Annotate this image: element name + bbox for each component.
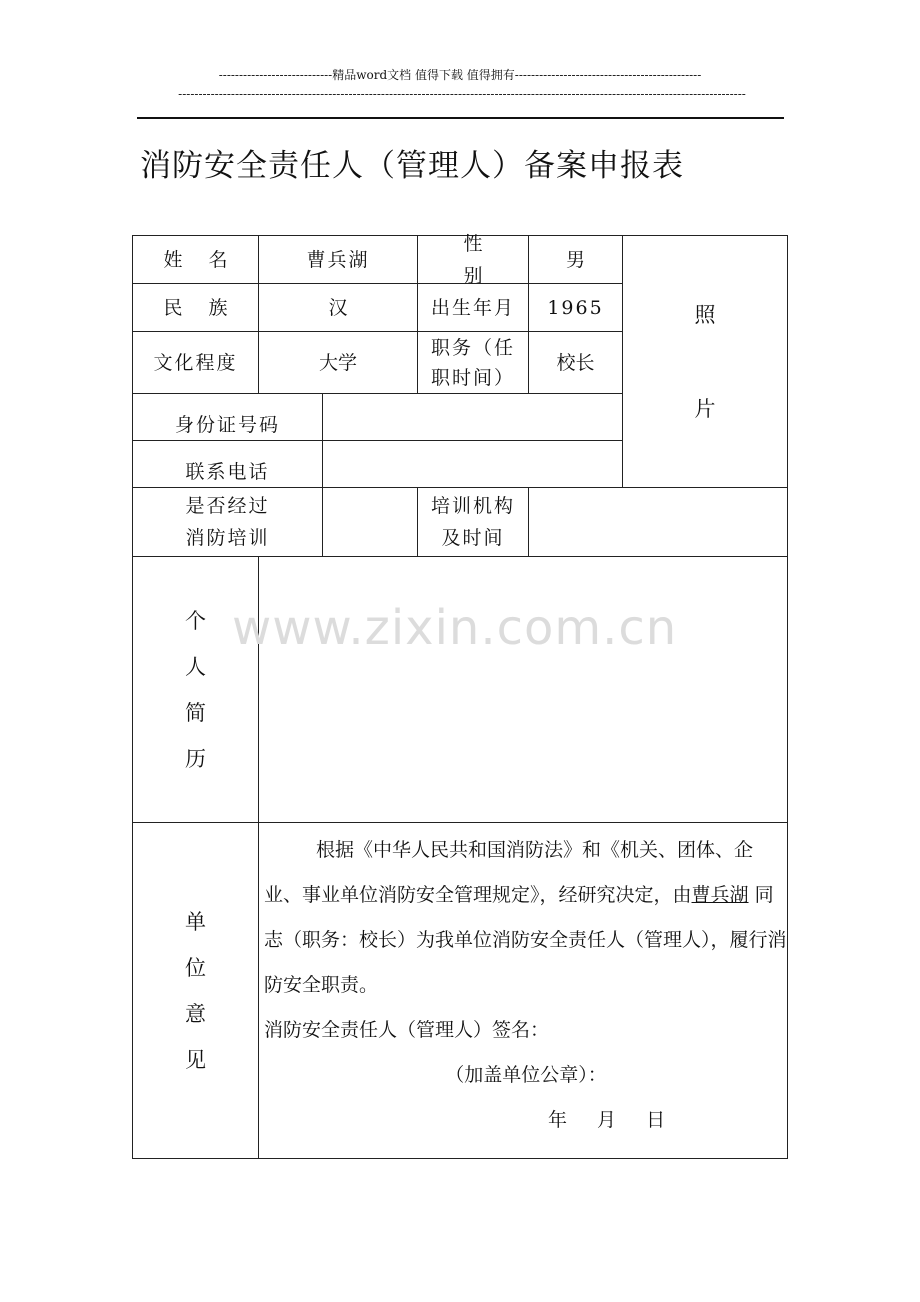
opinion-p2: 同志（职务：校长）为我单位消防安全责任人（管理人），履行消防安全职责。 xyxy=(264,884,787,996)
training-label-line2: 消防培训 xyxy=(185,527,270,549)
training-label xyxy=(132,487,323,557)
opinion-text xyxy=(264,828,788,1143)
id-value[interactable] xyxy=(322,393,623,441)
training-value[interactable] xyxy=(322,487,418,557)
opinion-paragraph xyxy=(264,828,788,1008)
photo-box xyxy=(622,235,788,488)
name-label: 姓名 xyxy=(132,235,259,284)
opinion-date: 年 月 日 xyxy=(548,1109,678,1131)
position-value[interactable]: 校长 xyxy=(528,331,623,394)
header-rule xyxy=(137,117,784,119)
training-label-line1: 是否经过 xyxy=(185,495,270,517)
page-title: 消防安全责任人（管理人）备案申报表 xyxy=(140,148,684,184)
id-label: 身份证号码 xyxy=(132,393,323,441)
gender-value[interactable]: 男 xyxy=(528,235,623,284)
opinion-label-char-3: 意 xyxy=(185,1001,206,1026)
position-label-line2: 职时间） xyxy=(430,366,515,389)
position-label xyxy=(417,331,529,394)
ethnicity-label: 民族 xyxy=(132,283,259,332)
education-value[interactable]: 大学 xyxy=(258,331,418,394)
position-label-line1: 职务（任 xyxy=(430,336,515,359)
resume-label-char-2: 人 xyxy=(185,654,206,679)
gender-label: 性别 xyxy=(417,235,529,284)
institution-value[interactable] xyxy=(528,487,788,557)
opinion-label-char-1: 单 xyxy=(185,909,206,934)
institution-label-line2: 及时间 xyxy=(441,527,505,549)
birth-label: 出生年月 xyxy=(417,283,529,332)
photo-label-1: 照 xyxy=(694,302,716,327)
opinion-label xyxy=(132,822,259,1159)
phone-value[interactable] xyxy=(322,440,623,488)
resume-value[interactable] xyxy=(258,556,788,823)
opinion-p1: 根据《中华人民共和国消防法》和《机关、团体、企业、事业单位消防安全管理规定》，经研究决定，由 xyxy=(264,839,754,906)
ethnicity-value[interactable]: 汉 xyxy=(258,283,418,332)
institution-label-line1: 培训机构 xyxy=(430,495,515,517)
birth-value[interactable]: 1965 xyxy=(528,283,623,332)
education-label: 文化程度 xyxy=(132,331,259,394)
watermark: www.zixin.com.cn xyxy=(232,600,678,656)
resume-label xyxy=(132,556,259,823)
resume-label-char-4: 历 xyxy=(185,746,206,771)
document-header-line: ----------------------------精品word文档 值得下载 值得拥有---------------------------------------------- xyxy=(218,68,702,82)
opinion-person-name: 曹兵湖 xyxy=(691,884,749,906)
resume-label-char-1: 个 xyxy=(185,608,206,633)
document-header-dashes: -------------------------------------------------------------------------------------------------------------------------------------------- xyxy=(178,87,746,101)
institution-label xyxy=(417,487,529,557)
phone-label: 联系电话 xyxy=(132,440,323,488)
name-value[interactable]: 曹兵湖 xyxy=(258,235,418,284)
resume-label-char-3: 简 xyxy=(185,700,206,725)
opinion-seal: （加盖单位公章）： xyxy=(445,1064,607,1086)
opinion-label-char-4: 见 xyxy=(185,1047,206,1072)
opinion-signature: 消防安全责任人（管理人）签名： xyxy=(264,1019,550,1041)
opinion-label-char-2: 位 xyxy=(185,955,206,980)
photo-label-2: 片 xyxy=(694,396,716,421)
